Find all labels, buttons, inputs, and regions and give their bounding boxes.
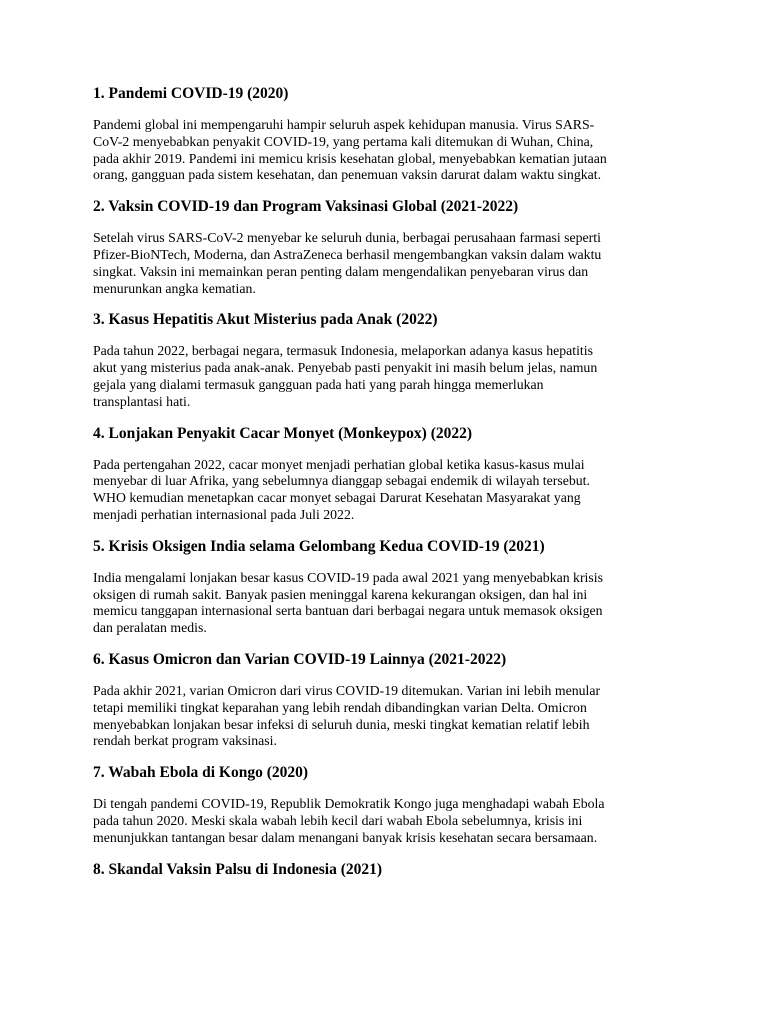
section-7 — [93, 763, 673, 846]
section-heading: 1. Pandemi COVID-19 (2020) — [93, 85, 289, 102]
section-4 — [93, 424, 673, 524]
section-6 — [93, 650, 673, 750]
paragraph-line: gejala yang dialami termasuk gangguan pada hati yang parah hingga memerlukan — [93, 376, 544, 392]
section-heading: 7. Wabah Ebola di Kongo (2020) — [93, 764, 309, 782]
paragraph-line: Pada pertengahan 2022, cacar monyet menjadi perhatian global ketika kasus-kasus mulai — [93, 456, 585, 472]
section-heading: 5. Krisis Oksigen India selama Gelombang Kedua COVID-19 (2021) — [93, 537, 545, 555]
section-heading: 6. Kasus Omicron dan Varian COVID-19 Lainnya (2021-2022) — [93, 650, 507, 668]
section-heading: 2. Vaksin COVID-19 dan Program Vaksinasi Global (2021-2022) — [93, 198, 519, 216]
section-heading: 8. Skandal Vaksin Palsu di Indonesia (2021) — [93, 860, 383, 878]
paragraph-line: WHO kemudian menetapkan cacar monyet sebagai Darurat Kesehatan Masyarakat yang — [93, 490, 581, 506]
paragraph-line: orang, gangguan pada sistem kesehatan, dan penemuan vaksin darurat dalam waktu singkat. — [93, 167, 602, 183]
section-paragraph — [93, 457, 673, 524]
section-2 — [93, 197, 673, 297]
section-8 — [93, 860, 673, 880]
paragraph-line: Pada akhir 2021, varian Omicron dari virus COVID-19 ditemukan. Varian ini lebih menular — [93, 682, 601, 698]
paragraph-line: Di tengah pandemi COVID-19, Republik Demokratik Kongo juga menghadapi wabah Ebola — [93, 796, 605, 812]
section-paragraph — [93, 796, 673, 846]
section-3 — [93, 310, 673, 410]
section-paragraph — [93, 570, 673, 637]
section-heading: 3. Kasus Hepatitis Akut Misterius pada Anak (2022) — [93, 311, 438, 329]
paragraph-line: Pfizer-BioNTech, Moderna, dan AstraZeneca berhasil mengembangkan vaksin dalam waktu — [93, 246, 602, 262]
paragraph-line: memicu tanggapan internasional serta bantuan dari berbagai negara untuk memasok oksigen — [93, 603, 603, 619]
paragraph-line: dan peralatan medis. — [93, 620, 207, 636]
paragraph-line: rendah berkat program vaksinasi. — [93, 733, 277, 749]
paragraph-line: pada akhir 2019. Pandemi ini memicu krisis kesehatan global, menyebabkan kematian jutaan — [93, 150, 607, 166]
paragraph-line: menyebar di luar Afrika, yang sebelumnya dianggap sebagai endemik di wilayah tersebut. — [93, 473, 590, 489]
paragraph-line: India mengalami lonjakan besar kasus COVID-19 pada awal 2021 yang menyebabkan krisis — [93, 569, 603, 585]
paragraph-line: Setelah virus SARS-CoV-2 menyebar ke seluruh dunia, berbagai perusahaan farmasi seperti — [93, 230, 601, 246]
paragraph-line: pada tahun 2020. Meski skala wabah lebih kecil dari wabah Ebola sebelumnya, krisis ini — [93, 812, 583, 828]
paragraph-line: menunjukkan tantangan besar dalam menangani banyak krisis kesehatan secara bersamaan. — [93, 829, 598, 845]
paragraph-line: oksigen di rumah sakit. Banyak pasien meninggal karena kekurangan oksigen, dan hal ini — [93, 586, 588, 602]
paragraph-line: singkat. Vaksin ini memainkan peran penting dalam mengendalikan penyebaran virus dan — [93, 263, 589, 279]
section-paragraph — [93, 343, 673, 410]
document-page — [93, 84, 673, 893]
paragraph-line: Pada tahun 2022, berbagai negara, termasuk Indonesia, melaporkan adanya kasus hepatitis — [93, 343, 593, 359]
paragraph-line: Pandemi global ini mempengaruhi hampir seluruh aspek kehidupan manusia. Virus SARS- — [93, 117, 595, 132]
section-heading: 4. Lonjakan Penyakit Cacar Monyet (Monkeypox) (2022) — [93, 424, 473, 442]
section-1 — [93, 84, 673, 184]
paragraph-line: tetapi memiliki tingkat keparahan yang lebih rendah dibandingkan varian Delta. Omicron — [93, 699, 587, 715]
paragraph-line: CoV-2 menyebabkan penyakit COVID-19, yang pertama kali ditemukan di Wuhan, China, — [93, 133, 594, 149]
paragraph-line: menyebabkan lonjakan besar infeksi di seluruh dunia, meski tingkat kematian relatif lebih — [93, 716, 590, 732]
paragraph-line: akut yang misterius pada anak-anak. Penyebab pasti penyakit ini masih belum jelas, namun — [93, 360, 598, 376]
paragraph-line: transplantasi hati. — [93, 393, 191, 409]
section-paragraph — [93, 230, 673, 297]
section-5 — [93, 537, 673, 637]
section-paragraph — [93, 683, 673, 750]
paragraph-line: menurunkan angka kematian. — [93, 280, 256, 296]
paragraph-line: menjadi perhatian internasional pada Juli 2022. — [93, 506, 355, 522]
section-paragraph — [93, 117, 673, 184]
